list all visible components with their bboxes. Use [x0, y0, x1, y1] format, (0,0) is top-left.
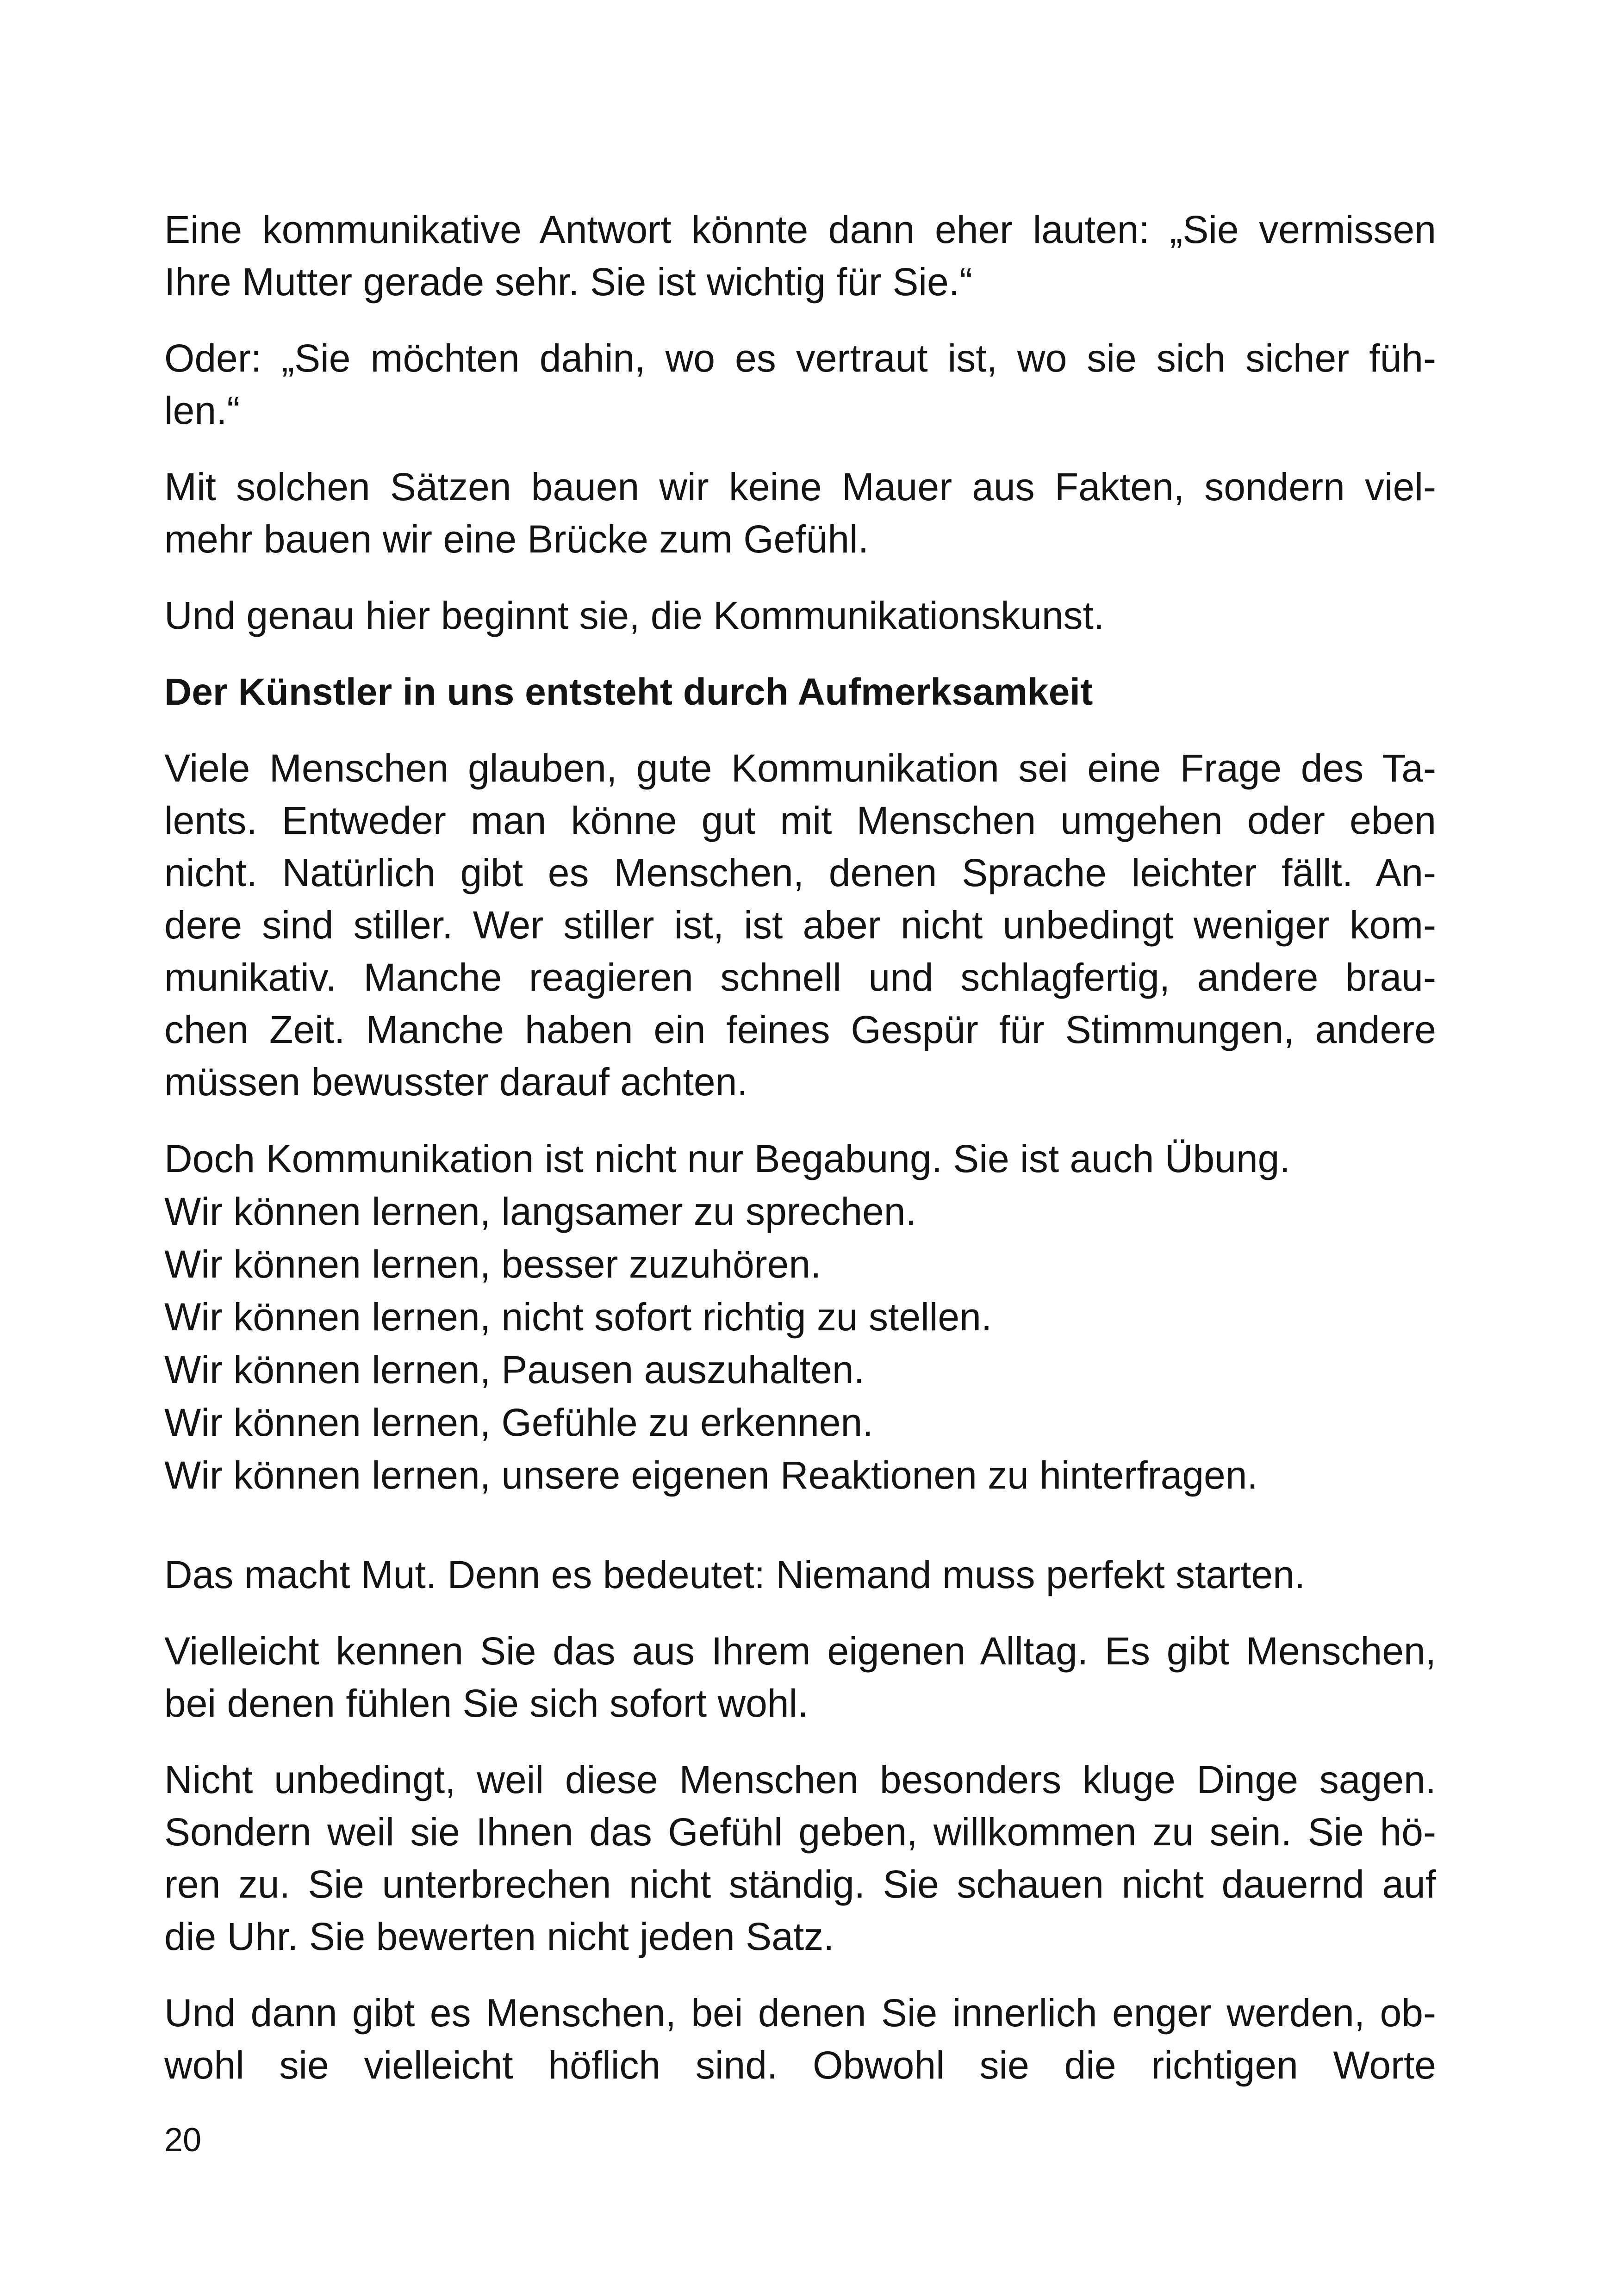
list-item: Wir können lernen, langsamer zu sprechen.: [164, 1190, 916, 1233]
paragraph-line: Und dann gibt es Menschen, bei denen Sie innerlich enger werden, ob-: [164, 1991, 1436, 2035]
paragraph-line: munikativ. Manche reagieren schnell und schlagfertig, andere brau-: [164, 956, 1436, 999]
closing-paragraph-3: [164, 1754, 1436, 1963]
heading-text: Der Künstler in uns entsteht durch Aufmerksamkeit: [164, 671, 1093, 713]
paragraph-line: Oder: „Sie möchten dahin, wo es vertraut ist, wo sie sich sicher füh-: [164, 336, 1436, 380]
page-number: 20: [164, 2122, 202, 2159]
paragraph-line: Vielleicht kennen Sie das aus Ihrem eigenen Alltag. Es gibt Menschen,: [164, 1629, 1436, 1673]
page-body: [164, 204, 1436, 2116]
paragraph-line: chen Zeit. Manche haben ein feines Gespür für Stimmungen, andere: [164, 1008, 1436, 1051]
paragraph-line: Und genau hier beginnt sie, die Kommunikationskunst.: [164, 594, 1105, 637]
learning-list: [164, 1132, 1436, 1502]
list-item: Wir können lernen, Gefühle zu erkennen.: [164, 1401, 873, 1444]
list-item: Wir können lernen, besser zuzuhören.: [164, 1242, 821, 1286]
paragraph-1: [164, 204, 1436, 308]
list-item: Wir können lernen, unsere eigenen Reaktionen zu hinterfragen.: [164, 1453, 1258, 1497]
paragraph-3: [164, 461, 1436, 565]
section-paragraph-1: [164, 742, 1436, 1108]
closing-paragraph-2: [164, 1625, 1436, 1730]
paragraph-line: Eine kommunikative Antwort könnte dann eher lauten: „Sie vermissen: [164, 208, 1436, 251]
paragraph-line: nicht. Natürlich gibt es Menschen, denen Sprache leichter fällt. An-: [164, 851, 1436, 894]
paragraph-line: dere sind stiller. Wer stiller ist, ist aber nicht unbedingt weniger kom-: [164, 903, 1436, 947]
list-item: Doch Kommunikation ist nicht nur Begabung. Sie ist auch Übung.: [164, 1137, 1290, 1180]
closing-paragraph-1: [164, 1549, 1436, 1601]
paragraph-line: Viele Menschen glauben, gute Kommunikation sei eine Frage des Ta-: [164, 746, 1436, 790]
paragraph-line: Ihre Mutter gerade sehr. Sie ist wichtig für Sie.“: [164, 260, 973, 304]
list-item: Wir können lernen, nicht sofort richtig zu stellen.: [164, 1295, 992, 1339]
paragraph-line: Das macht Mut. Denn es bedeutet: Niemand muss perfekt starten.: [164, 1553, 1306, 1596]
paragraph-line: müssen bewusster darauf achten.: [164, 1060, 748, 1104]
paragraph-line: Sondern weil sie Ihnen das Gefühl geben, willkommen zu sein. Sie hö-: [164, 1810, 1436, 1854]
paragraph-line: die Uhr. Sie bewerten nicht jeden Satz.: [164, 1915, 834, 1958]
list-item: Wir können lernen, Pausen auszuhalten.: [164, 1348, 865, 1391]
paragraph-line: wohl sie vielleicht höflich sind. Obwohl sie die richtigen Worte: [164, 2043, 1436, 2087]
paragraph-line: mehr bauen wir eine Brücke zum Gefühl.: [164, 517, 869, 561]
paragraph-line: len.“: [164, 389, 240, 432]
paragraph-line: Mit solchen Sätzen bauen wir keine Mauer aus Fakten, sondern viel-: [164, 465, 1436, 509]
paragraph-2: [164, 332, 1436, 437]
paragraph-line: lents. Entweder man könne gut mit Menschen umgehen oder eben: [164, 799, 1436, 842]
paragraph-4: [164, 590, 1436, 642]
closing-paragraph-4: [164, 1987, 1436, 2091]
paragraph-line: bei denen fühlen Sie sich sofort wohl.: [164, 1682, 809, 1725]
spacer: [164, 1526, 1436, 1549]
section-heading: [164, 666, 1436, 718]
paragraph-line: Nicht unbedingt, weil diese Menschen besonders kluge Dinge sagen.: [164, 1758, 1436, 1801]
paragraph-line: ren zu. Sie unterbrechen nicht ständig. Sie schauen nicht dauernd auf: [164, 1862, 1436, 1906]
